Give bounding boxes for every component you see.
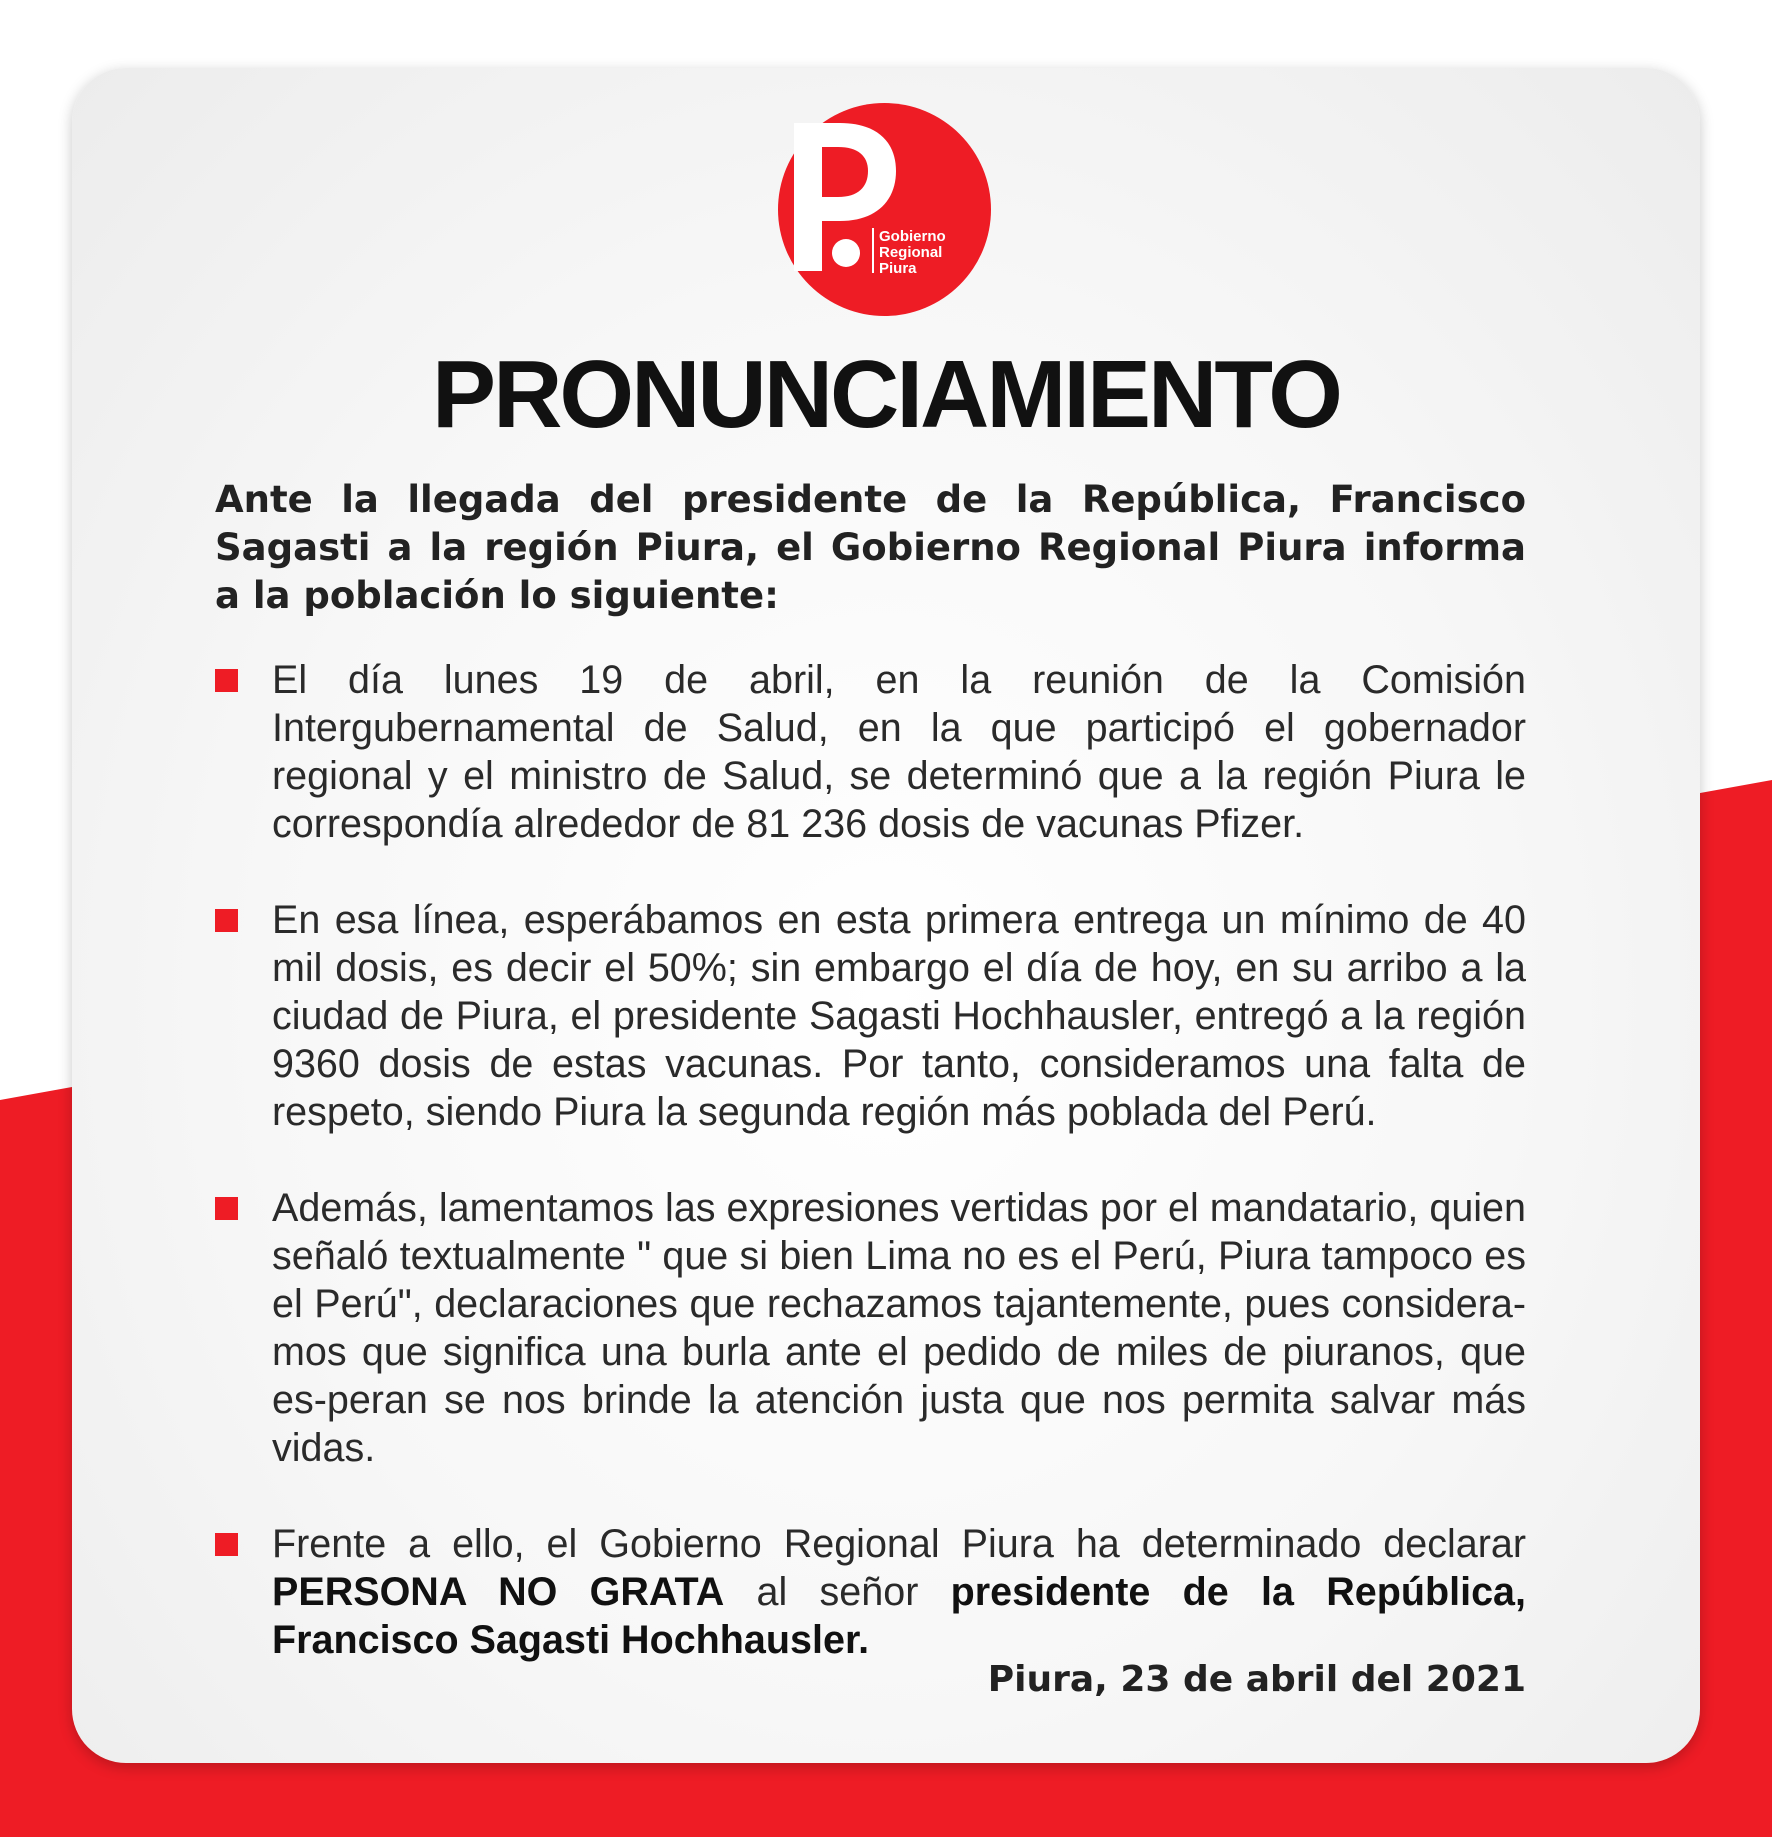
list-item xyxy=(215,896,1526,1136)
persona-no-grata-emphasis: PERSONA NO GRATA xyxy=(272,1570,725,1614)
list-item xyxy=(215,1520,1526,1664)
red-square-bullet-icon xyxy=(215,669,238,692)
intro-paragraph: Ante la llegada del presidente de la República, Francisco Sagasti a la región Piura, el Gobierno Regional Piura informa a la población lo siguiente: xyxy=(215,478,1526,617)
red-square-bullet-icon xyxy=(215,1533,238,1556)
list-item-text: Frente a ello, el Gobierno Regional Piura ha determinado declarar xyxy=(272,1522,1526,1566)
red-square-bullet-icon xyxy=(215,1197,238,1220)
gobierno-regional-piura-logo xyxy=(778,103,991,316)
place-and-date: Piura, 23 de abril del 2021 xyxy=(987,1659,1526,1700)
list-item xyxy=(215,1184,1526,1472)
president-name-emphasis: presidente de la República, Francisco Sagasti Hochhausler. xyxy=(272,1570,1526,1662)
svg-text:Regional: Regional xyxy=(879,244,943,261)
list-item-text: El día lunes 19 de abril, en la reunión de la Comisión Intergubernamental de Salud, en la que participó el gobernador regional y el ministro de Salud, se determinó que a la región Piura le correspondía alrededor de 81 236 dosis de vacunas Pfizer. xyxy=(272,658,1526,846)
list-item-text: Además, lamentamos las expresiones vertidas por el mandatario, quien señaló textualmente " que si bien Lima no es el Perú, Piura tampoco es el Perú", declaraciones que rechazamos tajantemente, pues considera-mos que significa una burla ante el pedido de miles de piuranos, que es-peran se nos brinde la atención justa que nos permita salvar más vidas. xyxy=(272,1186,1526,1470)
page-title: PRONUNCIAMIENTO xyxy=(432,341,1340,448)
list-item-text: al señor xyxy=(724,1570,951,1614)
statement-points xyxy=(215,656,1526,1664)
list-item xyxy=(215,656,1526,848)
list-item-text: En esa línea, esperábamos en esta primera entrega un mínimo de 40 mil dosis, es decir el 50%; sin embargo el día de hoy, en su arribo a la ciudad de Piura, el presidente Sagasti Hochhausler, entregó a la región 9360 dosis de estas vacunas. Por tanto, consideramos una falta de respeto, siendo Piura la segunda región más poblada del Perú. xyxy=(272,898,1526,1134)
svg-text:Gobierno: Gobierno xyxy=(879,228,946,245)
svg-text:Piura: Piura xyxy=(879,260,917,277)
red-square-bullet-icon xyxy=(215,909,238,932)
